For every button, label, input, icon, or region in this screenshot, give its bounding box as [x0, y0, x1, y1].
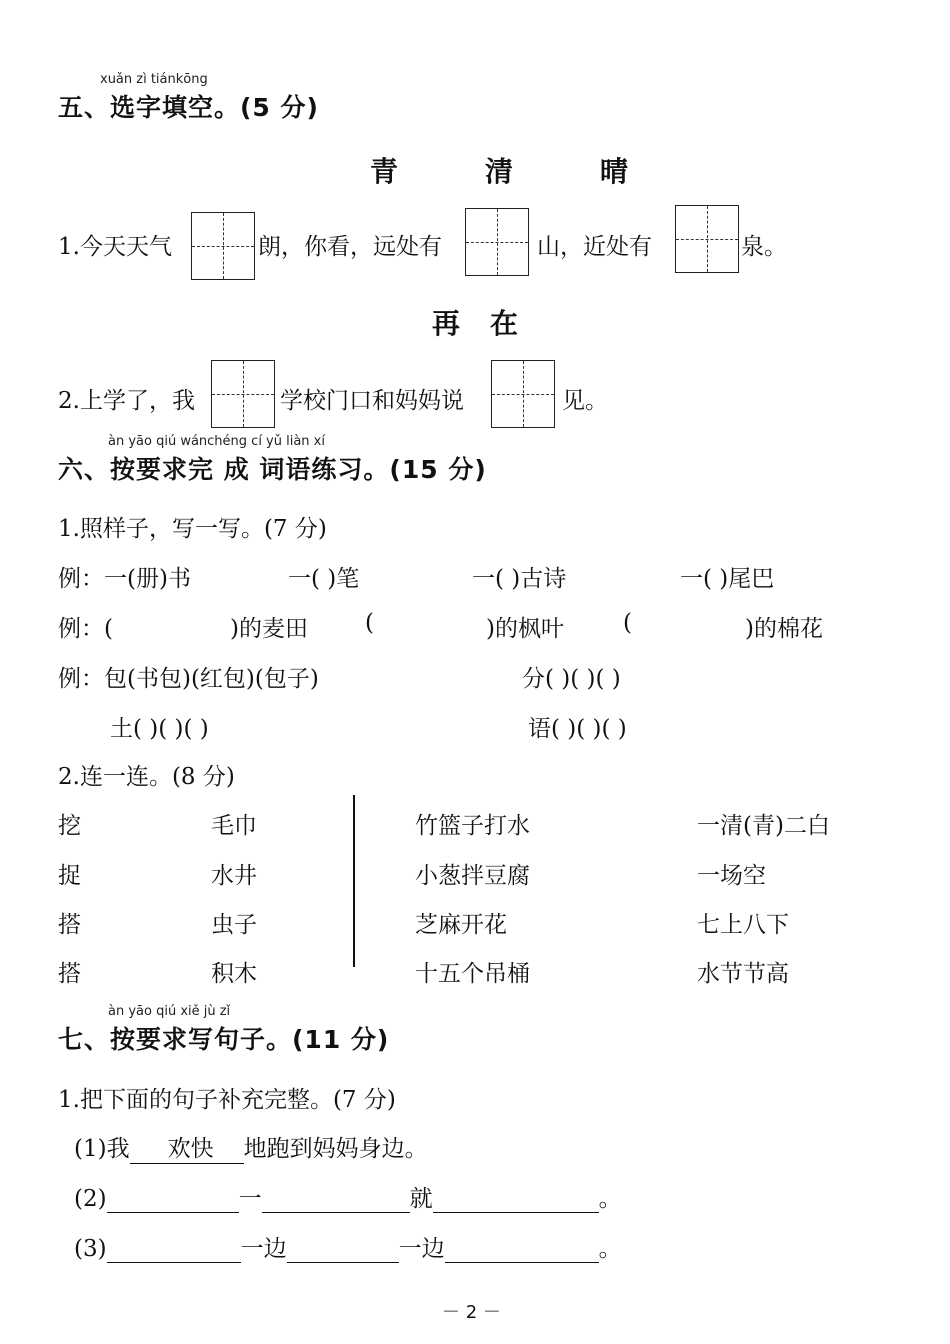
section6-sub1: 1.照样子，写一写。(7 分) [58, 516, 327, 542]
word-blank-fen[interactable]: 分( )( )( ) [522, 666, 621, 692]
tian-grid-box-5[interactable] [491, 360, 555, 428]
word-blank-tu[interactable]: 土( )( )( ) [110, 716, 209, 742]
q1-part-b: 朗，你看，远处有 [258, 234, 442, 260]
q2-part-a: 2.上学了，我 [58, 388, 195, 414]
sentence-3-a: (3) [74, 1236, 107, 1262]
section6-sub2: 2.连一连。(8 分) [58, 764, 235, 790]
sentence-1-b: 地跑到妈妈身边。 [243, 1136, 428, 1162]
adj-example-open: 例：( [58, 616, 113, 642]
measure-blank-2[interactable]: 一( )古诗 [472, 566, 567, 592]
section7-sub1: 1.把下面的句子补充完整。(7 分) [58, 1087, 396, 1113]
sentence-1-a: (1)我 [74, 1136, 130, 1162]
q1-part-c: 山，近处有 [537, 234, 652, 260]
sentence-2-c: 就 [409, 1186, 433, 1212]
sentence-3-blank-1[interactable] [107, 1240, 241, 1263]
match-verb-4[interactable]: 搭 [58, 961, 81, 987]
match-ending-1[interactable]: 一清(青)二白 [697, 813, 830, 839]
match-ending-2[interactable]: 一场空 [697, 863, 766, 889]
column-divider [353, 795, 355, 967]
sentence-3-d: 。 [598, 1236, 622, 1262]
section7-pinyin: àn yāo qiú xiě jù zǐ [108, 1004, 231, 1019]
section5-pinyin: xuǎn zì tiánkōng [100, 72, 208, 87]
match-verb-1[interactable]: 挖 [58, 813, 81, 839]
sentence-2-blank-1[interactable] [107, 1190, 239, 1213]
q2-part-b: 学校门口和妈妈说 [280, 388, 464, 414]
match-saying-2[interactable]: 小葱拌豆腐 [415, 863, 530, 889]
sentence-3-b: 一边 [240, 1236, 287, 1262]
match-noun-4[interactable]: 积木 [211, 961, 257, 987]
sentence-3-c: 一边 [398, 1236, 445, 1262]
section6-title: 六、按要求完 成 词语练习。(15 分) [58, 455, 487, 484]
tian-grid-box-3[interactable] [675, 205, 739, 273]
sentence-2-b: 一 [238, 1186, 262, 1212]
tian-grid-box-1[interactable] [191, 212, 255, 280]
adj-blank-3[interactable]: )的棉花 [745, 616, 823, 642]
match-verb-3[interactable]: 搭 [58, 912, 81, 938]
sentence-2-blank-2[interactable] [262, 1190, 410, 1213]
sentence-2 [74, 1180, 622, 1213]
measure-blank-3[interactable]: 一( )尾巴 [680, 566, 775, 592]
q2-part-c: 见。 [562, 388, 608, 414]
char-option-1: 青 [370, 155, 399, 188]
match-noun-2[interactable]: 水井 [211, 863, 257, 889]
section5-title: 五、选字填空。(5 分) [58, 93, 319, 122]
tian-grid-box-2[interactable] [465, 208, 529, 276]
sentence-3-blank-3[interactable] [445, 1240, 599, 1263]
measure-blank-1[interactable]: 一( )笔 [288, 566, 360, 592]
sentence-3-blank-2[interactable] [287, 1240, 399, 1263]
match-noun-3[interactable]: 虫子 [211, 912, 257, 938]
page-number: － 2 － [442, 1302, 501, 1323]
section6-pinyin: àn yāo qiú wánchéng cí yǔ liàn xí [108, 434, 325, 449]
sentence-1-fill: 欢快 [130, 1130, 244, 1164]
tian-grid-box-4[interactable] [211, 360, 275, 428]
sentence-2-d: 。 [598, 1186, 622, 1212]
char-option-4: 再 [432, 307, 461, 340]
char-option-3: 晴 [600, 155, 629, 188]
adj-blank-2[interactable]: )的枫叶 [486, 616, 564, 642]
match-noun-1[interactable]: 毛巾 [211, 813, 257, 839]
q1-part-a: 1.今天天气 [58, 234, 172, 260]
match-saying-3[interactable]: 芝麻开花 [415, 912, 507, 938]
adj-blank-1[interactable]: )的麦田 [230, 616, 308, 642]
word-example: 例：包(书包)(红包)(包子) [58, 666, 319, 692]
measure-example: 例：一(册)书 [58, 566, 191, 592]
match-saying-1[interactable]: 竹篮子打水 [415, 813, 530, 839]
section7-title: 七、按要求写句子。(11 分) [58, 1025, 390, 1054]
sentence-3 [74, 1230, 622, 1263]
sentence-1 [74, 1130, 428, 1164]
adj-open-2: ( [365, 610, 374, 636]
match-verb-2[interactable]: 捉 [58, 863, 81, 889]
char-option-5: 在 [490, 307, 519, 340]
char-option-2: 清 [485, 155, 514, 188]
word-blank-yu[interactable]: 语( )( )( ) [528, 716, 627, 742]
sentence-2-blank-3[interactable] [433, 1190, 599, 1213]
match-ending-3[interactable]: 七上八下 [697, 912, 789, 938]
match-saying-4[interactable]: 十五个吊桶 [415, 961, 530, 987]
q1-part-d: 泉。 [741, 234, 787, 260]
adj-open-3: ( [623, 610, 632, 636]
match-ending-4[interactable]: 水节节高 [697, 961, 789, 987]
sentence-2-a: (2) [74, 1186, 107, 1212]
